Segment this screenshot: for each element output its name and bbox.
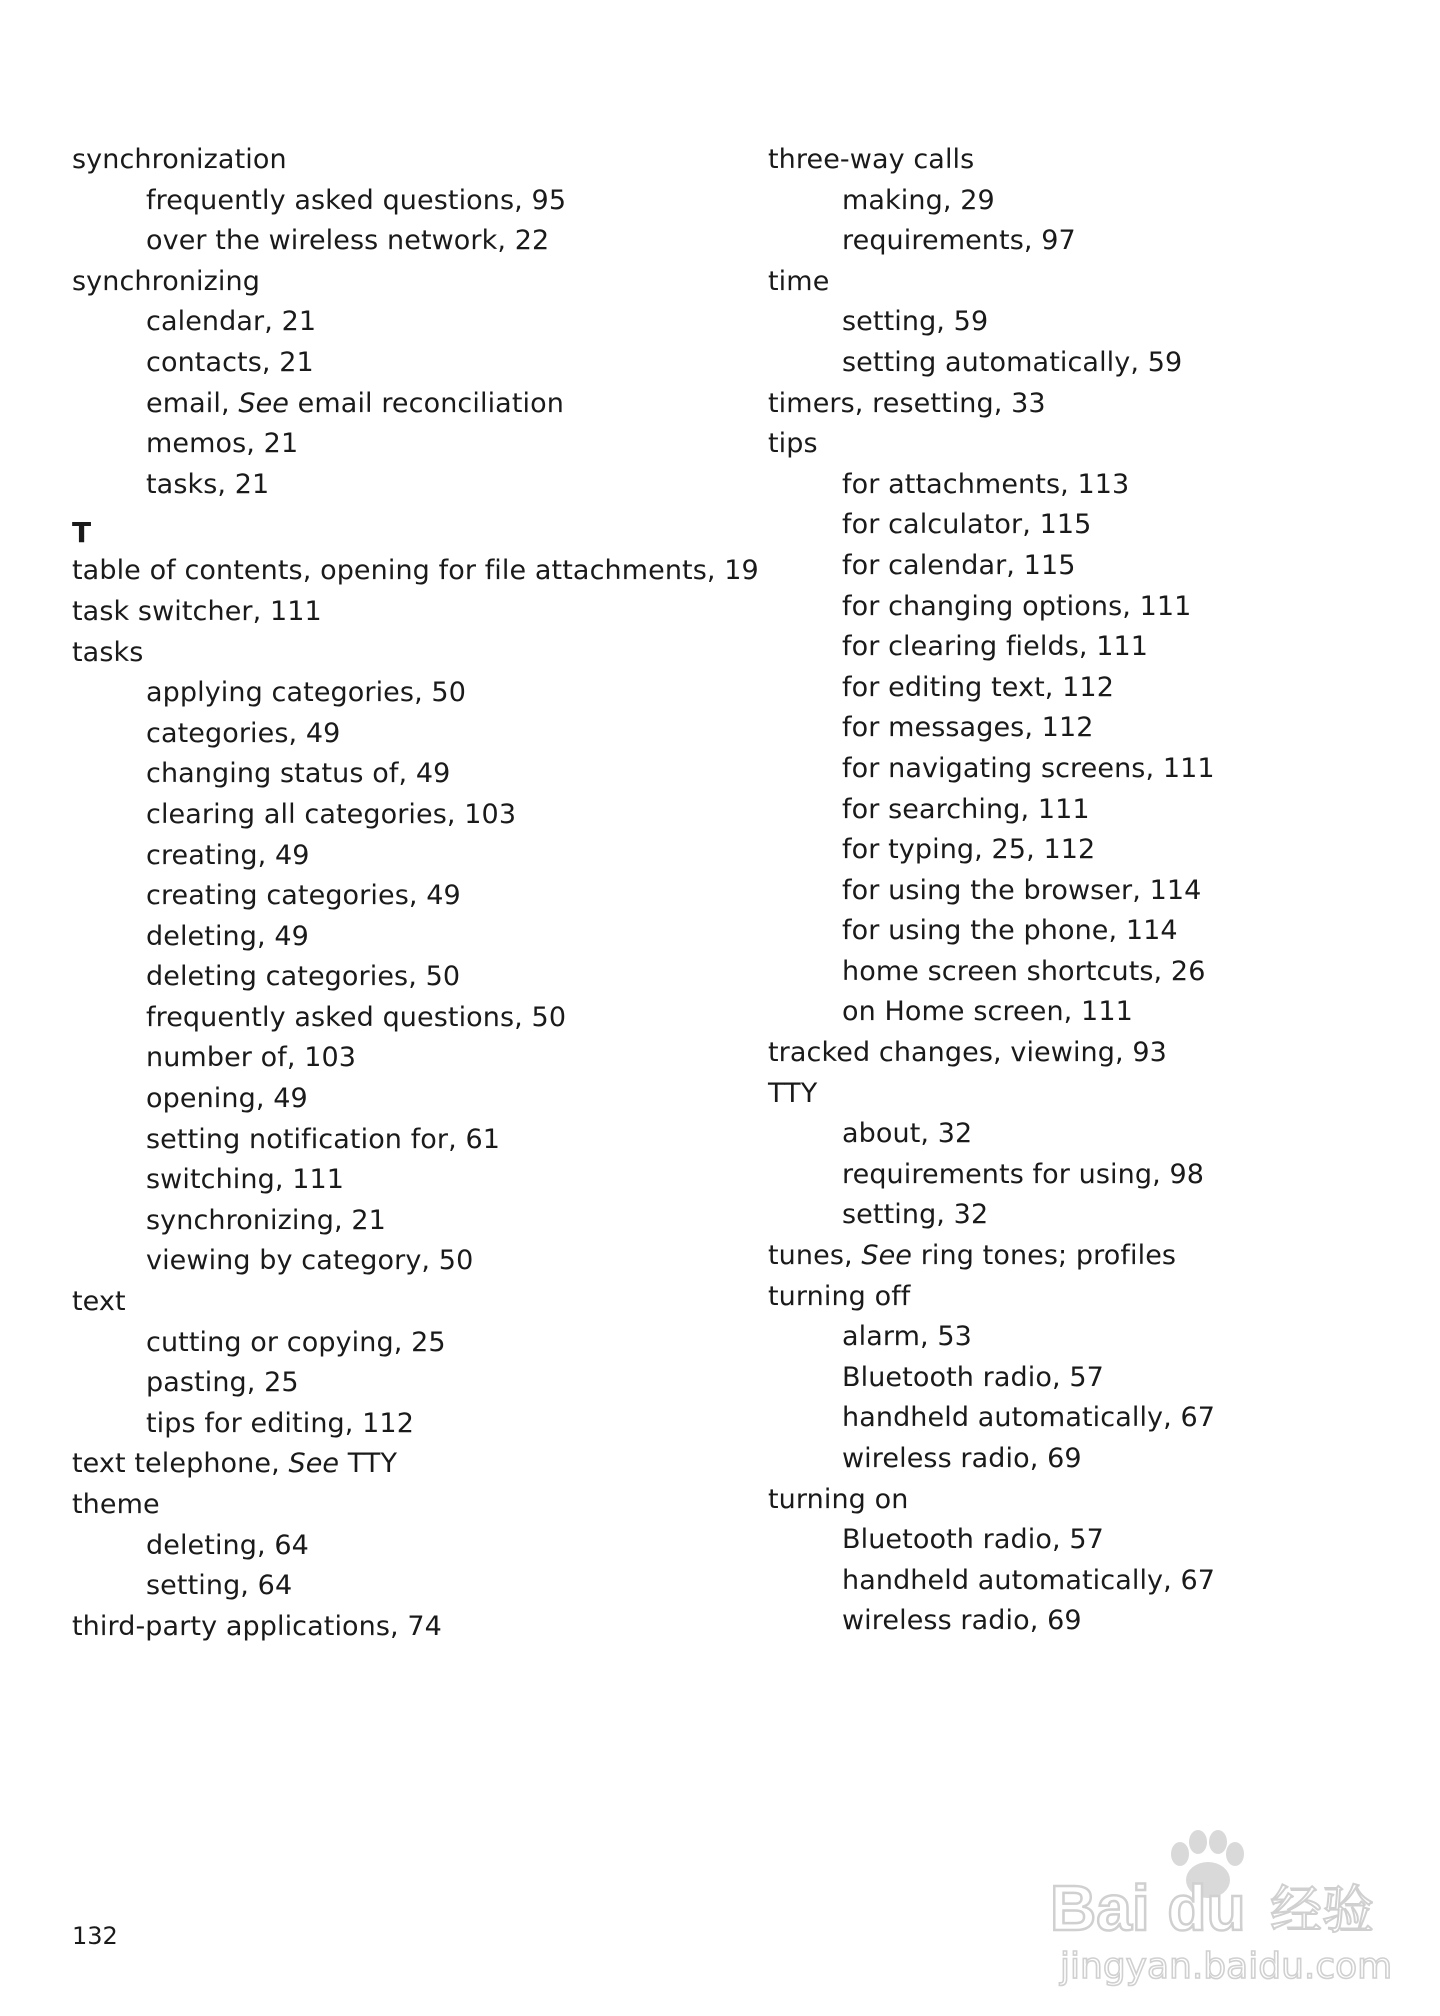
index-subentry: frequently asked questions, 50 (146, 1001, 567, 1033)
index-subentry: setting notification for, 61 (146, 1123, 501, 1155)
index-subentry: for searching, 111 (842, 793, 1090, 825)
index-subentry: over the wireless network, 22 (146, 225, 550, 257)
index-entry: turning off (768, 1280, 911, 1312)
index-subentry: opening, 49 (146, 1083, 308, 1115)
index-entry (768, 1236, 1408, 1277)
see-target: ring tones; profiles (912, 1240, 1177, 1272)
index-entry: timers, resetting, 33 (768, 387, 1046, 419)
index-entry: synchronizing (72, 265, 260, 297)
index-subentry: for calendar, 115 (842, 549, 1076, 581)
index-subentry: home screen shortcuts, 26 (842, 955, 1206, 987)
index-entry: three-way calls (768, 144, 975, 175)
index-subentry: tips for editing, 112 (146, 1407, 414, 1439)
see-reference: See (238, 387, 289, 419)
index-subentry (72, 384, 712, 425)
index-subentry: for typing, 25, 112 (842, 834, 1096, 866)
index-subentry: frequently asked questions, 95 (146, 184, 567, 216)
index-subentry: setting automatically, 59 (842, 346, 1183, 378)
index-subentry: cutting or copying, 25 (146, 1326, 446, 1358)
index-subentry: for navigating screens, 111 (842, 752, 1215, 784)
index-column-left (72, 140, 759, 1647)
see-reference: See (861, 1240, 913, 1272)
index-entry-text: email, (146, 387, 239, 419)
baidu-jingyan-watermark (1030, 1820, 1410, 2000)
index-subentry: for messages, 112 (842, 712, 1094, 744)
index-subentry: about, 32 (842, 1118, 973, 1150)
index-entry-text: tunes, (768, 1240, 862, 1272)
index-column-right (768, 140, 1408, 1642)
index-subentry: for using the browser, 114 (842, 874, 1202, 906)
index-subentry: setting, 32 (842, 1199, 989, 1231)
index-subentry: requirements, 97 (842, 225, 1076, 257)
index-entry: text (72, 1286, 126, 1318)
index-subentry: number of, 103 (146, 1042, 357, 1074)
index-subentry: setting, 59 (842, 306, 989, 338)
watermark-brand: Bai du (1050, 1872, 1246, 1944)
index-entry: turning on (768, 1483, 909, 1515)
index-subentry: categories, 49 (146, 717, 341, 749)
index-subentry: applying categories, 50 (146, 677, 466, 709)
index-subentry: requirements for using, 98 (842, 1158, 1205, 1190)
index-subentry: for calculator, 115 (842, 509, 1092, 541)
index-subentry: for clearing fields, 111 (842, 631, 1149, 663)
watermark-cn: 经验 (1270, 1881, 1375, 1941)
index-entry: synchronization (72, 144, 287, 175)
index-subentry: making, 29 (842, 184, 995, 216)
index-entry: theme (72, 1489, 160, 1520)
index-subentry: clearing all categories, 103 (146, 798, 517, 830)
index-subentry: pasting, 25 (146, 1367, 299, 1399)
index-entry: tasks (72, 636, 144, 668)
index-subentry: on Home screen, 111 (842, 996, 1133, 1028)
index-subentry: calendar, 21 (146, 306, 317, 338)
index-subentry: memos, 21 (146, 428, 299, 460)
index-subentry: for editing text, 112 (842, 671, 1114, 703)
index-subentry: for changing options, 111 (842, 590, 1192, 622)
index-section-letter: T (72, 516, 92, 550)
index-entry: time (768, 265, 830, 297)
index-subentry: viewing by category, 50 (146, 1245, 474, 1277)
index-entry: TTY (768, 1077, 818, 1109)
index-subentry: deleting categories, 50 (146, 961, 461, 993)
index-entry: task switcher, 111 (72, 595, 322, 627)
see-reference: See (288, 1448, 340, 1480)
index-subentry: tasks, 21 (146, 468, 270, 500)
index-subentry: handheld automatically, 67 (842, 1564, 1216, 1596)
index-entry (72, 1444, 712, 1485)
index-entry-text: text telephone, (72, 1448, 289, 1480)
index-subentry: synchronizing, 21 (146, 1204, 386, 1236)
index-subentry: deleting, 64 (146, 1529, 309, 1561)
index-subentry: creating categories, 49 (146, 880, 461, 912)
index-entry: tracked changes, viewing, 93 (768, 1037, 1167, 1069)
index-subentry: setting, 64 (146, 1570, 293, 1602)
index-subentry: for attachments, 113 (842, 468, 1130, 500)
index-subentry: alarm, 53 (842, 1321, 972, 1353)
watermark-url: jingyan.baidu.com (1060, 1946, 1393, 1987)
index-subentry: creating, 49 (146, 839, 310, 871)
index-entry: table of contents, opening for file attachments, 19 (72, 555, 759, 587)
index-subentry: deleting, 49 (146, 920, 309, 952)
see-target: email reconciliation (289, 387, 564, 419)
page-number: 132 (72, 1922, 118, 1950)
index-subentry: switching, 111 (146, 1164, 345, 1196)
index-subentry: wireless radio, 69 (842, 1605, 1082, 1637)
index-entry: tips (768, 428, 818, 460)
index-subentry: handheld automatically, 67 (842, 1402, 1216, 1434)
index-subentry: for using the phone, 114 (842, 915, 1178, 947)
index-entry: third-party applications, 74 (72, 1610, 442, 1642)
index-subentry: Bluetooth radio, 57 (842, 1524, 1104, 1556)
index-subentry: contacts, 21 (146, 346, 314, 378)
index-subentry: changing status of, 49 (146, 758, 451, 790)
index-subentry: Bluetooth radio, 57 (842, 1361, 1104, 1393)
index-subentry: wireless radio, 69 (842, 1443, 1082, 1474)
see-target: TTY (339, 1448, 398, 1480)
